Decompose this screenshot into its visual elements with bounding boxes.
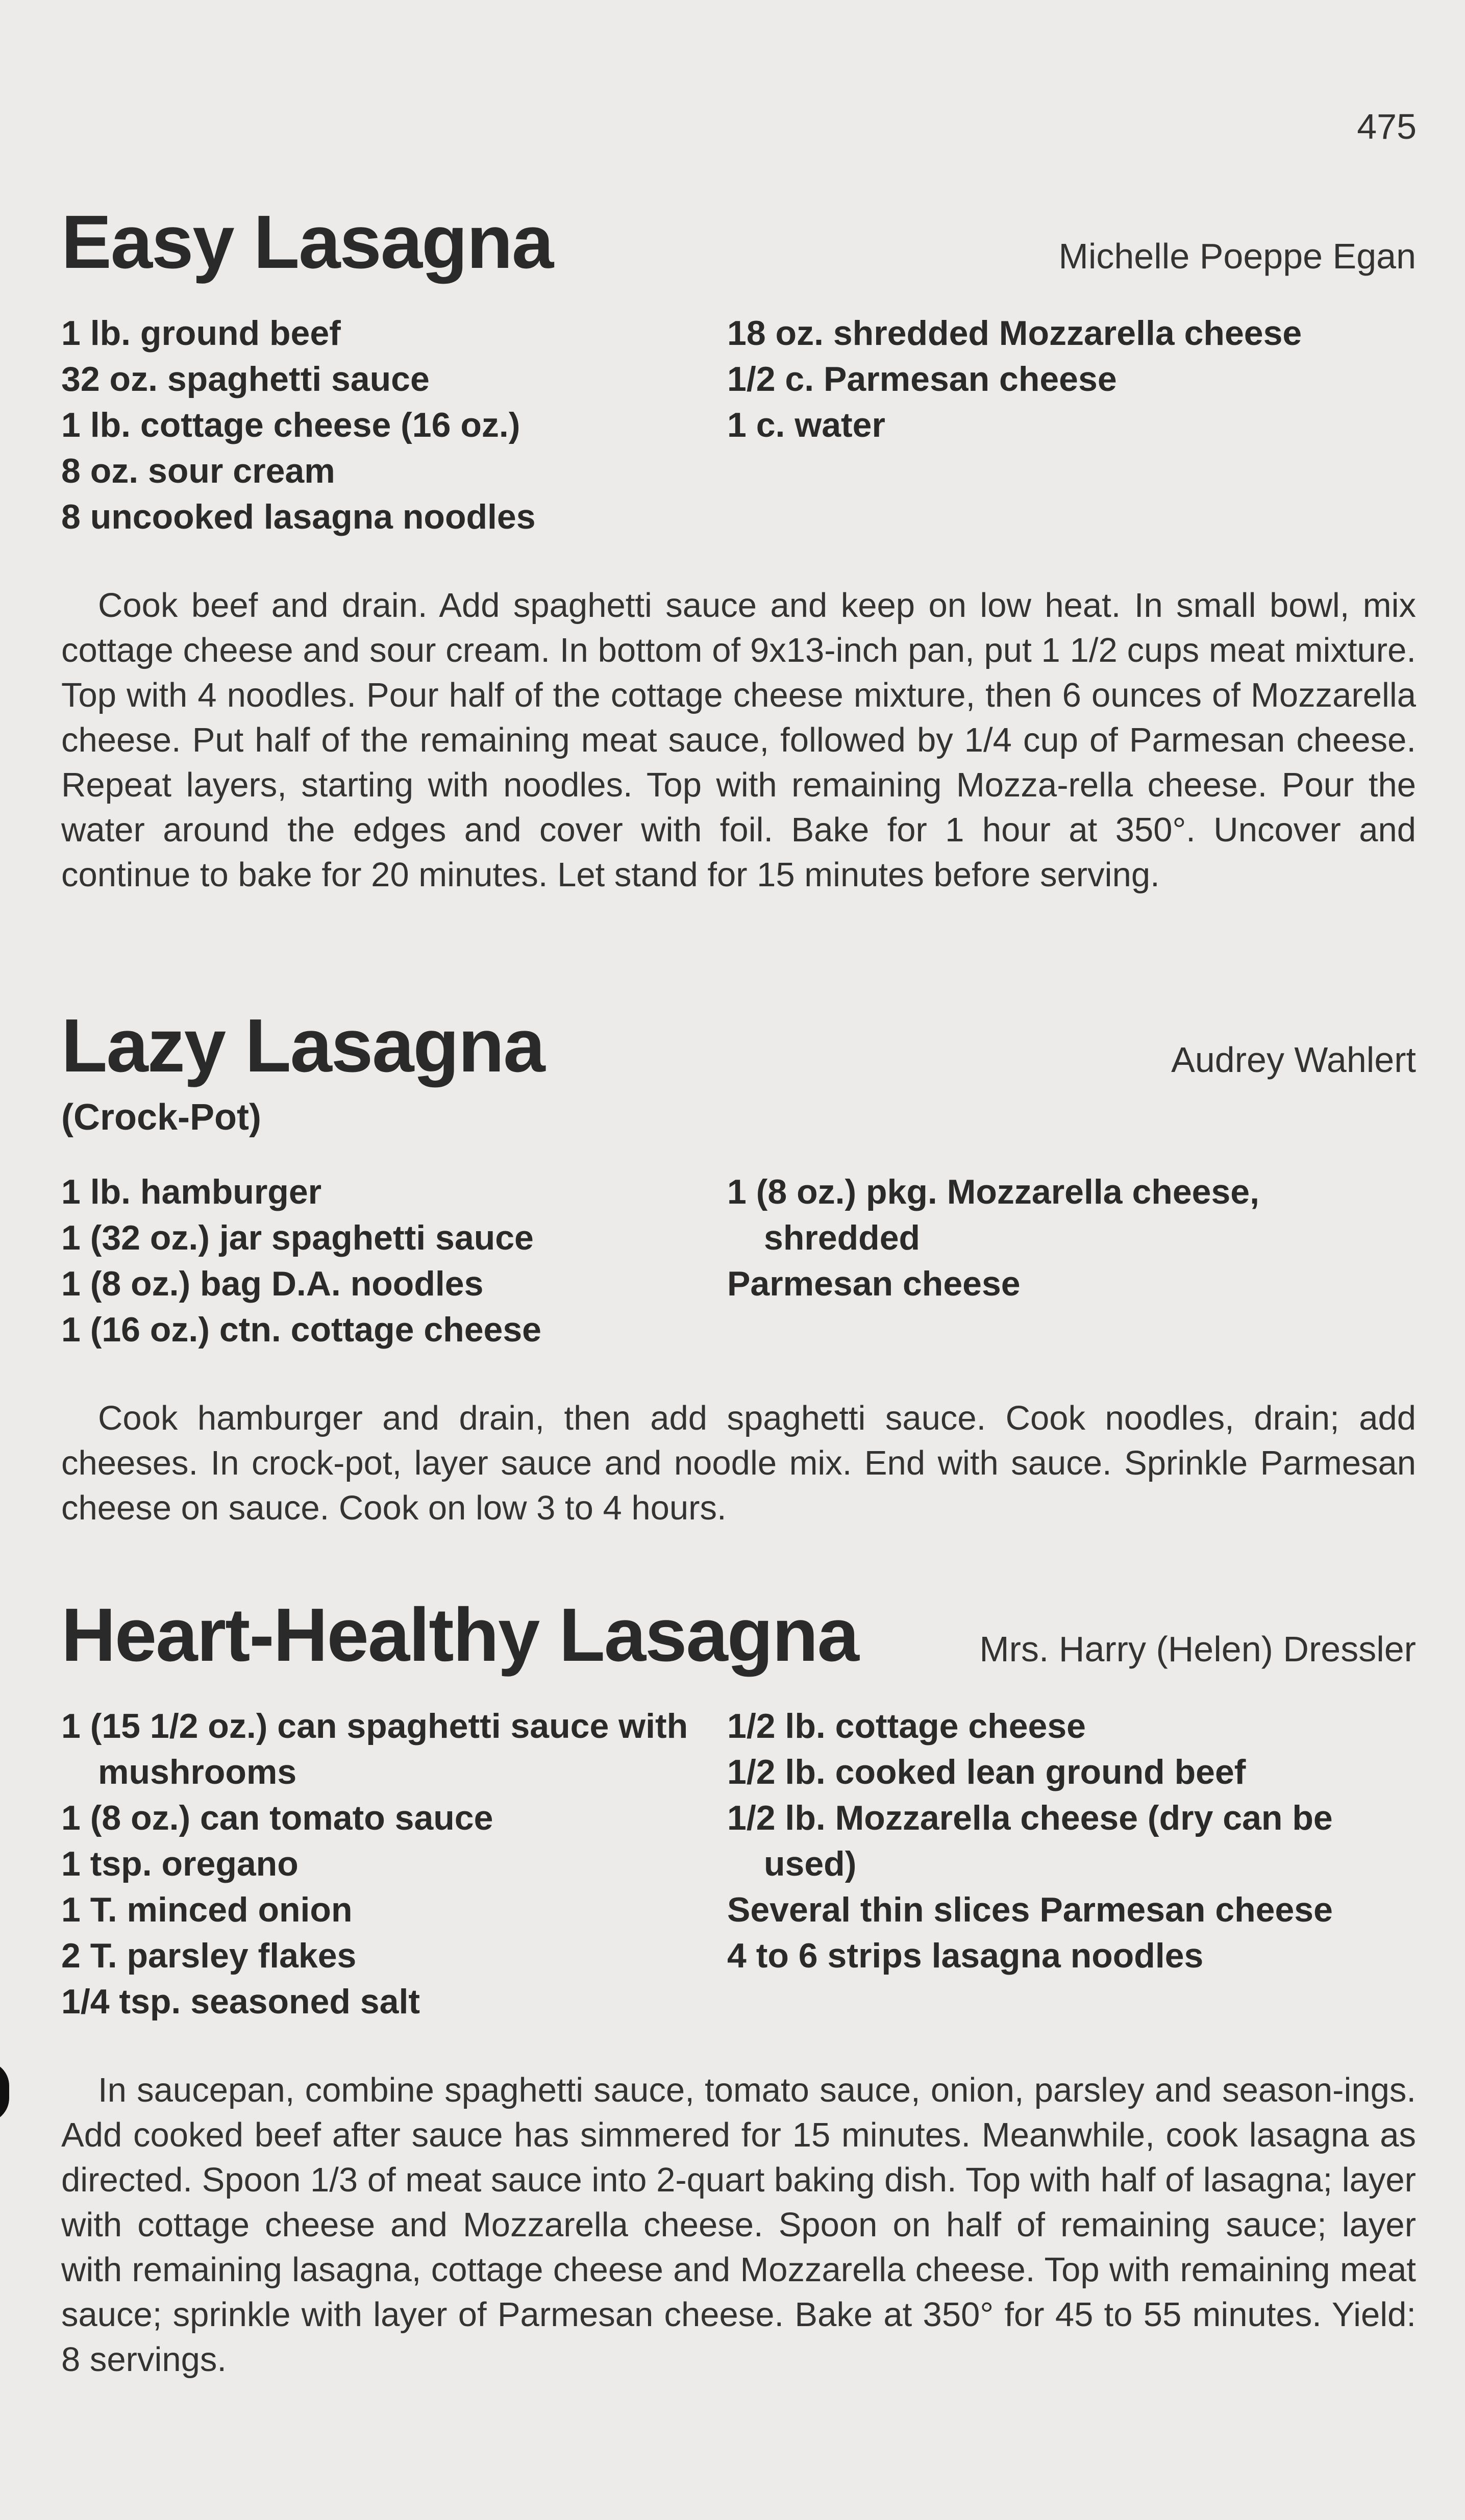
ingredient: 1/4 tsp. seasoned salt [61,1982,420,2021]
ingredient-column-left [61,1703,727,2025]
ingredient-column-left [61,1169,727,1353]
recipe-title: Easy Lasagna [61,200,553,284]
ingredient-list [61,1169,1416,1353]
ingredient: 1 (16 oz.) ctn. cottage cheese [61,1310,541,1349]
ingredient: 18 oz. shredded Mozzarella cheese [727,314,1302,353]
ingredient: 1 lb. cottage cheese (16 oz.) [61,406,520,444]
recipe-lazy-lasagna [61,1003,1416,1565]
ingredient: 4 to 6 strips lasagna noodles [727,1936,1204,1975]
page-number: 475 [1357,107,1417,146]
ingredient: 1/2 lb. Mozzarella cheese (dry can be used) [727,1799,1333,1883]
ingredient: 1 tsp. oregano [61,1844,299,1883]
recipe-subtitle: (Crock-Pot) [61,1097,261,1138]
recipe-heart-healthy-lasagna [61,1592,1416,2416]
ingredient: 1 c. water [727,406,885,444]
recipe-author: Mrs. Harry (Helen) Dressler [979,1629,1416,1669]
ingredient-column-right [727,1169,1393,1353]
recipe-author: Audrey Wahlert [1171,1040,1416,1080]
recipe-header [61,1592,1416,1679]
ingredient: Several thin slices Parmesan cheese [727,1890,1333,1929]
ingredient-column-right [727,310,1393,540]
ingredient: 1/2 lb. cottage cheese [727,1707,1086,1745]
ingredient: 1 (8 oz.) bag D.A. noodles [61,1264,484,1303]
ingredient: 1 lb. ground beef [61,314,341,353]
ingredient: 32 oz. spaghetti sauce [61,360,430,398]
recipe-directions: Cook hamburger and drain, then add spaghetti sauce. Cook noodles, drain; add cheeses. In crock-pot, layer sauce and noodle mix. End with sauce. Sprinkle Parmesan cheese on sauce. Cook on low 3 to 4 hours. [61,1399,1416,1527]
recipe-easy-lasagna [61,199,1416,932]
ingredient-column-right [727,1703,1393,2025]
ingredient: Parmesan cheese [727,1264,1021,1303]
ingredient: 1 (8 oz.) pkg. Mozzarella cheese, shredded [727,1172,1260,1257]
ingredient: 1 (8 oz.) can tomato sauce [61,1799,493,1837]
ingredient-list [61,1703,1416,2025]
binding-hole-mark [0,2061,9,2123]
ingredient: 1/2 lb. cooked lean ground beef [727,1753,1246,1791]
ingredient-list [61,310,1416,540]
ingredient: 8 oz. sour cream [61,452,335,490]
ingredient: 1 (32 oz.) jar spaghetti sauce [61,1218,534,1257]
ingredient: 1 T. minced onion [61,1890,353,1929]
ingredient: 1/2 c. Parmesan cheese [727,360,1117,398]
recipe-directions: In saucepan, combine spaghetti sauce, tomato sauce, onion, parsley and season-ings. Add cooked beef after sauce has simmered for 15 minutes. Meanwhile, cook lasagna as directed. Spoon 1/3 of meat sauce into 2-quart baking dish. Top with half of lasagna; layer with cottage cheese and Mozzarella cheese. Spoon on half of remaining sauce; layer with remaining lasagna, cottage cheese and Mozzarella cheese. Top with remaining meat sauce; sprinkle with layer of Parmesan cheese. Bake at 350° for 45 to 55 minutes. Yield: 8 servings. [61,2071,1416,2379]
ingredient: 1 (15 1/2 oz.) can spaghetti sauce with mushrooms [61,1707,688,1791]
ingredient: 8 uncooked lasagna noodles [61,497,536,536]
recipe-header [61,1003,1416,1089]
ingredient-column-left [61,310,727,540]
recipe-author: Michelle Poeppe Egan [1058,236,1416,276]
recipe-title: Lazy Lasagna [61,1004,544,1088]
ingredient: 1 lb. hamburger [61,1172,322,1211]
recipe-title: Heart-Healthy Lasagna [61,1593,858,1677]
recipe-directions: Cook beef and drain. Add spaghetti sauce and keep on low heat. In small bowl, mix cottage cheese and sour cream. In bottom of 9x13-inch pan, put 1 1/2 cups meat mixture. Top with 4 noodles. Pour half of the cottage cheese mixture, then 6 ounces of Mozzarella cheese. Put half of the remaining meat sauce, followed by 1/4 cup of Parmesan cheese. Repeat layers, starting with noodles. Top with remaining Mozza-rella cheese. Pour the water around the edges and cover with foil. Bake for 1 hour at 350°. Uncover and continue to bake for 20 minutes. Let stand for 15 minutes before serving. [61,586,1416,894]
ingredient: 2 T. parsley flakes [61,1936,357,1975]
recipe-header [61,199,1416,286]
